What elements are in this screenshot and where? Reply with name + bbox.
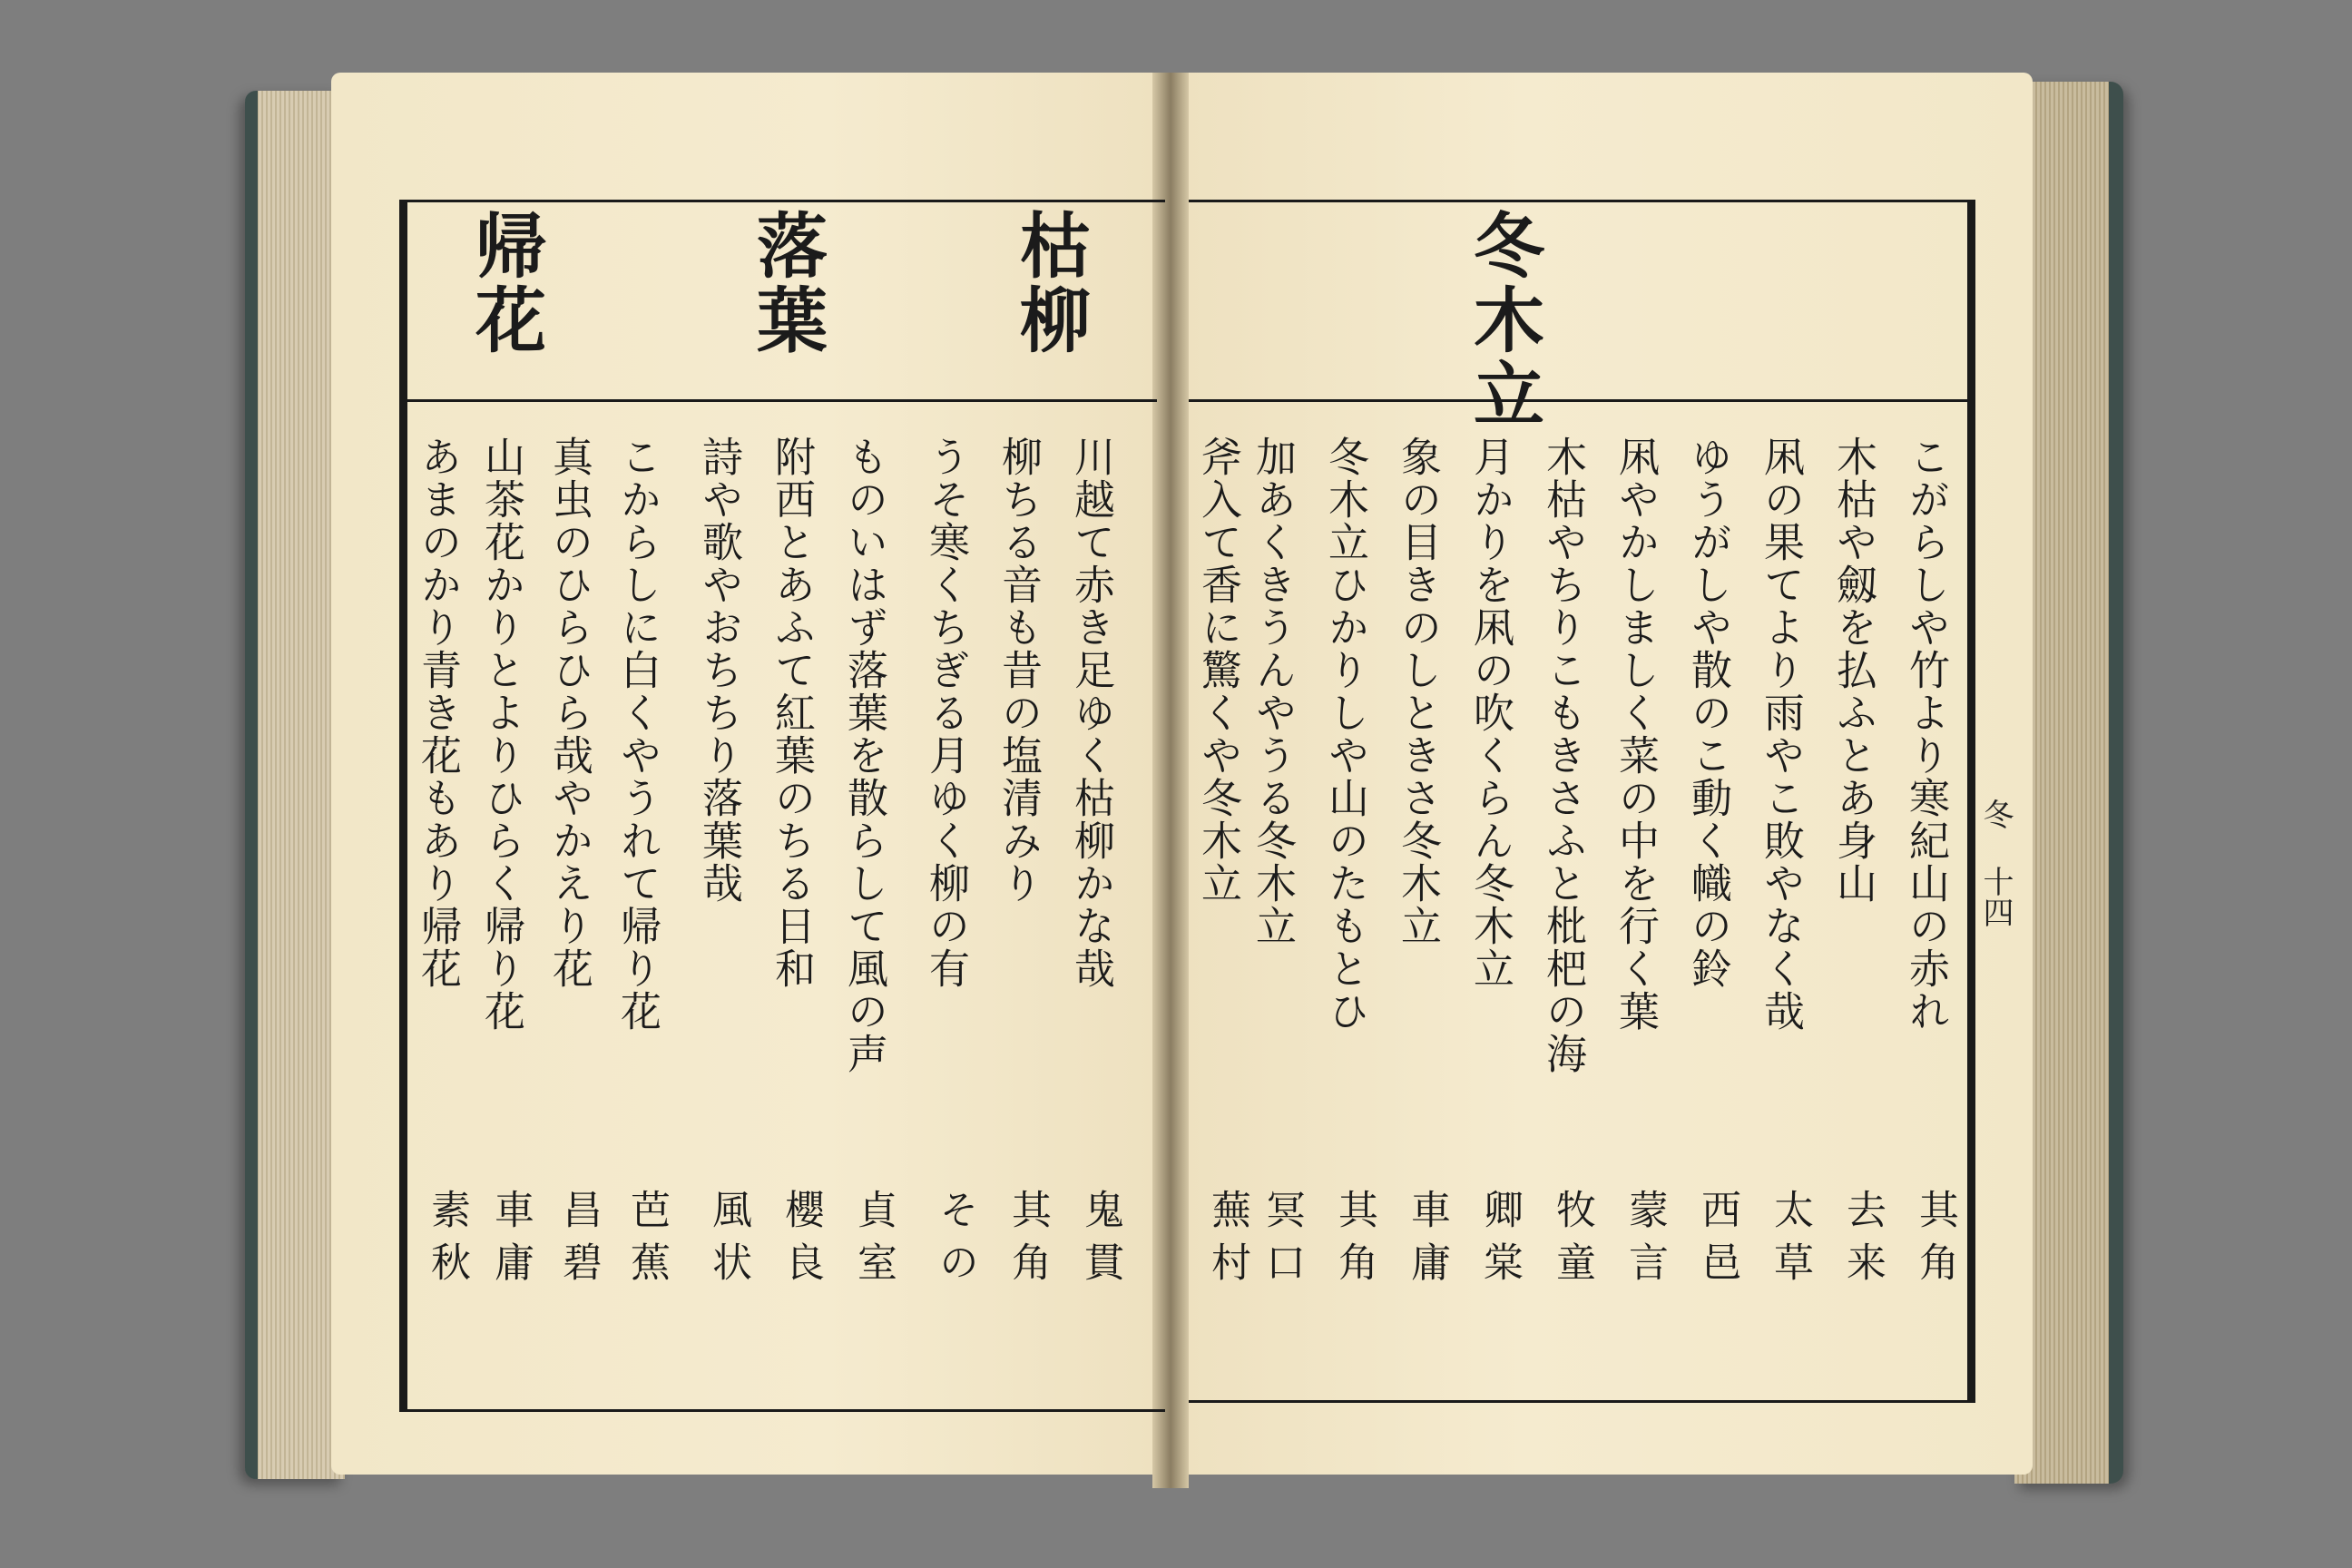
author: 冥口 <box>1259 1189 1305 1294</box>
author: 太草 <box>1767 1189 1813 1294</box>
author: 櫻良 <box>778 1189 824 1294</box>
poem-line: 凩の果てより雨やこ敗やなく哉 <box>1757 436 1805 1033</box>
heading-kaeri-bana: 帰花 <box>464 209 546 358</box>
author: 其角 <box>1331 1189 1377 1294</box>
poem-line: 木枯やちりこもきさふと枇杷の海 <box>1539 436 1587 1075</box>
poem-line: 詩や歌やおちちり落葉哉 <box>695 436 743 905</box>
left-heading-divider <box>404 399 1157 402</box>
heading-fuyu-kodachi: 冬木立 <box>1462 209 1544 432</box>
poem-line: 月かりを凩の吹くらん冬木立 <box>1466 436 1514 990</box>
poem-line: ものいはず落葉を散らして風の声 <box>840 436 888 1075</box>
heading-ochiba: 落葉 <box>745 209 828 358</box>
author: 素秋 <box>424 1189 470 1294</box>
poem-line: 川越て赤き足ゆく枯柳かな哉 <box>1067 436 1115 990</box>
poem-line: ゆうがしや散のこ動く幟の鈴 <box>1684 436 1732 990</box>
author: 鬼貫 <box>1077 1189 1123 1294</box>
author: 車庸 <box>487 1189 534 1294</box>
poem-line: 真虫のひらひら哉やかえり花 <box>545 436 593 990</box>
author: 其角 <box>1912 1189 1958 1294</box>
author: 去来 <box>1839 1189 1886 1294</box>
poem-line: 加あくきうんやうる冬木立 <box>1249 436 1297 947</box>
author: 芭蕉 <box>623 1189 670 1294</box>
poem-line: こがらしや竹より寒紀山の赤れ <box>1902 436 1950 1033</box>
author: 車庸 <box>1404 1189 1450 1294</box>
author: 貞室 <box>850 1189 897 1294</box>
poem-line: 斧入て香に驚くや冬木立 <box>1194 436 1242 905</box>
author: 昌碧 <box>555 1189 602 1294</box>
poem-line: あまのかり青き花もあり帰花 <box>414 436 462 990</box>
author: 其角 <box>1004 1189 1051 1294</box>
poem-line: 木枯や劔を払ふとあ身山 <box>1829 436 1877 905</box>
poem-line: こからしに白くやうれて帰り花 <box>613 436 662 1033</box>
author: 風状 <box>705 1189 751 1294</box>
author: 牧童 <box>1549 1189 1595 1294</box>
author: 蒙言 <box>1622 1189 1668 1294</box>
poem-line: 柳ちる音も昔の塩清みり <box>995 436 1043 905</box>
poem-line: 附西とあふて紅葉のちる日和 <box>768 436 816 990</box>
left-page-edges <box>245 91 345 1479</box>
right-heading-divider <box>1189 399 1967 402</box>
author: 卿棠 <box>1476 1189 1523 1294</box>
author: その <box>932 1189 978 1294</box>
poem-line: 象の目きのしときさ冬木立 <box>1394 436 1442 947</box>
author: 蕪村 <box>1204 1189 1250 1294</box>
poem-line: 冬木立ひかりしや山のたもとひ <box>1321 436 1369 1033</box>
folio: 冬 十四 <box>1977 799 2014 927</box>
poem-line: うそ寒くちぎる月ゆく柳の有 <box>922 436 970 990</box>
poem-line: 凩やかしましく菜の中を行く葉 <box>1612 436 1660 1033</box>
author: 西邑 <box>1694 1189 1740 1294</box>
heading-kare-yanagi: 枯柳 <box>1008 209 1091 358</box>
poem-line: 山茶花かりとよりひらく帰り花 <box>477 436 525 1033</box>
open-book <box>245 73 2123 1497</box>
